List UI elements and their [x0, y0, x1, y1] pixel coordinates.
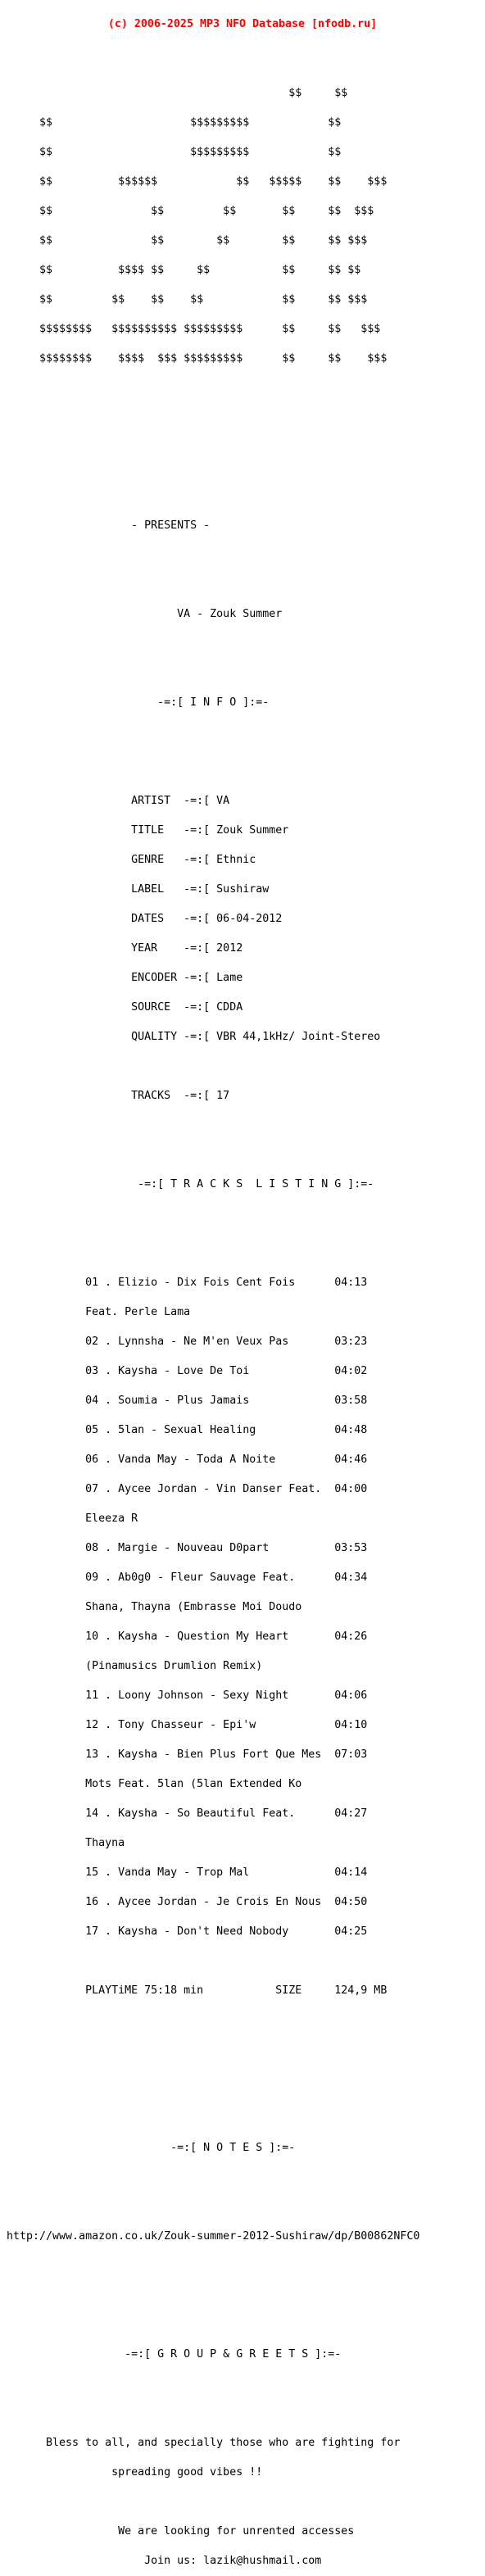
track-line: 10 . Kaysha - Question My Heart 04:26: [0, 1630, 368, 1643]
amazon-link[interactable]: http://www.amazon.co.uk/Zouk-summer-2012-Sushiraw/dp/B00862NFC0: [0, 2230, 420, 2243]
ascii-logo-line: $$ $$ $$ $$ $$ $$$: [0, 234, 368, 247]
ascii-logo-line: $$ $$ $$ $$ $$ $$$: [0, 205, 374, 217]
track-line: 05 . 5lan - Sexual Healing 04:48: [0, 1424, 368, 1436]
blank-line: [0, 2173, 485, 2183]
track-line: 07 . Aycee Jordan - Vin Danser Feat. 04:00: [0, 1483, 368, 1495]
blank-line: [0, 1957, 485, 1966]
track-line: 15 . Vanda May - Trop Mal 04:14: [0, 1866, 368, 1879]
track-line: Mots Feat. 5lan (5lan Extended Ko: [0, 1778, 302, 1790]
track-line: Thayna: [0, 1837, 125, 1849]
blank-line: [0, 669, 485, 678]
site-header: (c) 2006-2025 MP3 NFO Database [nfodb.ru]: [107, 18, 378, 30]
track-line: 17 . Kaysha - Don't Need Nobody 04:25: [0, 1925, 368, 1938]
track-line: 09 . Ab0g0 - Fleur Sauvage Feat. 04:34: [0, 1571, 368, 1584]
release-title: VA - Zouk Summer: [0, 608, 283, 620]
track-line: (Pinamusics Drumlion Remix): [0, 1660, 263, 1672]
recruit-line: Join us: lazik@hushmail.com: [0, 2555, 322, 2567]
blank-line: [0, 2055, 485, 2065]
blank-line: [0, 757, 485, 767]
info-row: ENCODER -=:[ Lame: [0, 972, 243, 984]
blank-line: [0, 482, 485, 492]
track-line: 06 . Vanda May - Toda A Noite 04:46: [0, 1454, 368, 1466]
info-heading: -=:[ I N F O ]:=-: [0, 696, 270, 709]
info-row: YEAR -=:[ 2012: [0, 942, 243, 955]
blank-line: [0, 639, 485, 649]
recruit-line: We are looking for unrented accesses: [0, 2525, 355, 2537]
track-line: 13 . Kaysha - Bien Plus Fort Que Mes 07:03: [0, 1748, 368, 1761]
blank-line: [0, 2202, 485, 2212]
blank-line: [0, 1239, 485, 1249]
blank-line: [0, 728, 485, 737]
blank-line: [0, 1209, 485, 1219]
playtime-size-line: PLAYTiME 75:18 min SIZE 124,9 MB: [0, 1984, 388, 1997]
info-row: ARTIST -=:[ VA: [0, 795, 230, 807]
info-row: GENRE -=:[ Ethnic: [0, 854, 256, 866]
info-row: LABEL -=:[ Sushiraw: [0, 883, 270, 896]
track-line: 11 . Loony Johnson - Sexy Night 04:06: [0, 1689, 368, 1702]
track-line: 01 . Elizio - Dix Fois Cent Fois 04:13: [0, 1277, 368, 1289]
greets-line: Bless to all, and specially those who are fighting for: [0, 2437, 401, 2449]
blank-line: [0, 580, 485, 590]
presents-line: - PRESENTS -: [0, 519, 211, 532]
blank-line: [0, 452, 485, 462]
greets-line: spreading good vibes !!: [0, 2466, 263, 2478]
info-row: SOURCE -=:[ CDDA: [0, 1001, 243, 1014]
blank-line: [0, 2261, 485, 2271]
track-line: 08 . Margie - Nouveau D0part 03:53: [0, 1542, 368, 1554]
info-row: DATES -=:[ 06-04-2012: [0, 913, 283, 925]
blank-line: [0, 423, 485, 433]
ascii-logo-line: $$ $$$$$$$$$ $$: [0, 146, 342, 158]
track-line: 14 . Kaysha - So Beautiful Feat. 04:27: [0, 1807, 368, 1820]
blank-line: [0, 2114, 485, 2124]
blank-line: [0, 2025, 485, 2035]
track-line: 12 . Tony Chasseur - Epi'w 04:10: [0, 1719, 368, 1731]
blank-line: [0, 2379, 485, 2389]
ascii-logo-line: $$ $$: [0, 87, 348, 99]
blank-line: [0, 2291, 485, 2301]
blank-line: [0, 1062, 485, 1072]
track-line: 02 . Lynnsha - Ne M'en Veux Pas 03:23: [0, 1336, 368, 1348]
blank-line: [0, 49, 485, 59]
blank-line: [0, 1121, 485, 1131]
blank-line: [0, 2084, 485, 2094]
track-line: 03 . Kaysha - Love De Toi 04:02: [0, 1365, 368, 1377]
blank-line: [0, 2409, 485, 2419]
track-line: Feat. Perle Lama: [0, 1306, 191, 1318]
ascii-logo-line: $$ $$$$$$ $$ $$$$$ $$ $$$: [0, 175, 388, 188]
blank-line: [0, 551, 485, 560]
ascii-logo-line: $$$$$$$$ $$$$$$$$$$ $$$$$$$$$ $$ $$ $$$: [0, 323, 381, 335]
group-greets-heading: -=:[ G R O U P & G R E E T S ]:=-: [0, 2348, 342, 2361]
ascii-logo-line: $$ $$ $$ $$ $$ $$ $$$: [0, 293, 368, 306]
blank-line: [0, 1150, 485, 1160]
notes-heading: -=:[ N O T E S ]:=-: [0, 2142, 296, 2154]
tracks-heading: -=:[ T R A C K S L I S T I N G ]:=-: [0, 1178, 374, 1190]
blank-line: [0, 2497, 485, 2507]
blank-line: [0, 393, 485, 403]
track-line: Shana, Thayna (Embrasse Moi Doudo: [0, 1601, 302, 1613]
ascii-logo-line: $$ $$$$ $$ $$ $$ $$ $$: [0, 264, 361, 276]
track-line: 16 . Aycee Jordan - Je Crois En Nous 04:50: [0, 1896, 368, 1908]
ascii-logo-line: $$$$$$$$ $$$$ $$$ $$$$$$$$$ $$ $$ $$$: [0, 352, 388, 365]
blank-line: [0, 2320, 485, 2330]
track-line: Eleeza R: [0, 1512, 138, 1525]
info-row: QUALITY -=:[ VBR 44,1kHz/ Joint-Stereo: [0, 1031, 381, 1043]
info-row-tracks: TRACKS -=:[ 17: [0, 1090, 230, 1102]
ascii-logo-line: $$ $$$$$$$$$ $$: [0, 116, 342, 129]
track-line: 04 . Soumia - Plus Jamais 03:58: [0, 1395, 368, 1407]
info-row: TITLE -=:[ Zouk Summer: [0, 824, 289, 837]
